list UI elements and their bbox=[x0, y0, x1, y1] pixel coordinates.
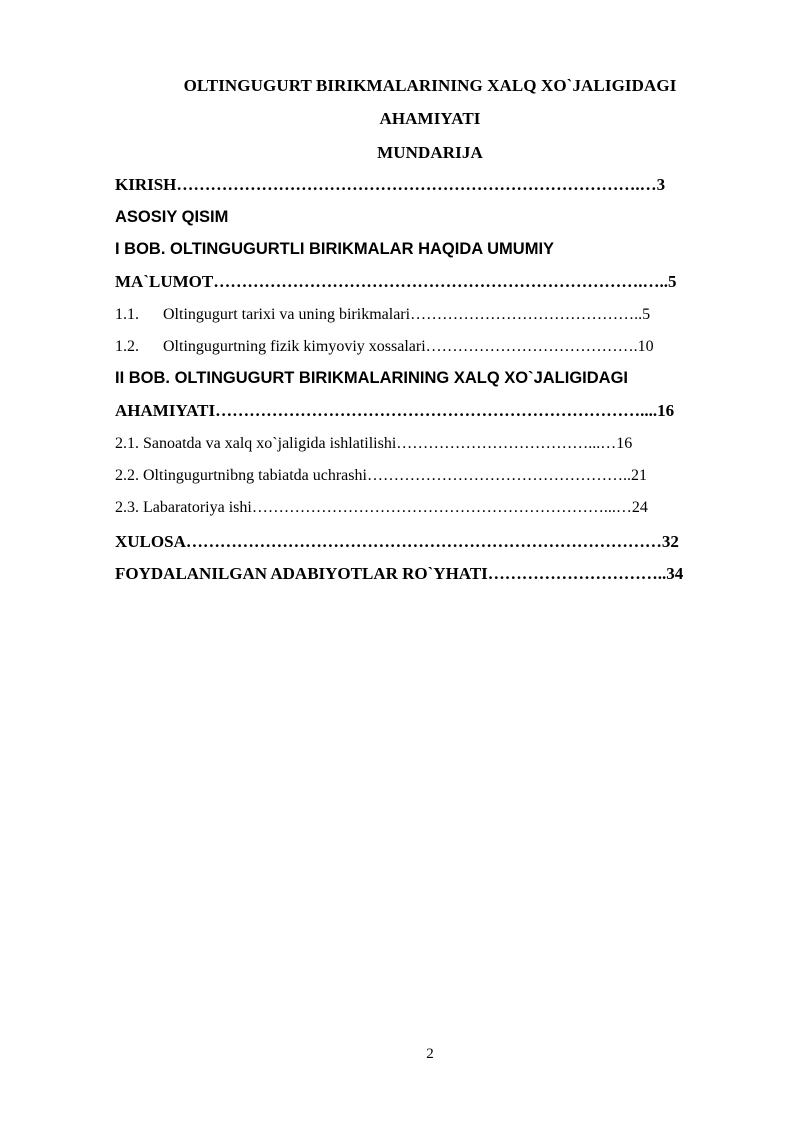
toc-item-1-1 bbox=[115, 306, 650, 324]
toc-item-text: Oltingugurtning fizik kimyoviy xossalari………………………………….10 bbox=[163, 338, 654, 355]
page-number: 2 bbox=[426, 1046, 434, 1062]
toc-item-1-2 bbox=[115, 338, 654, 356]
toc-entry-kirish: KIRISH……………………………………………………………………….…3 bbox=[115, 175, 666, 194]
toc-item-text: Oltingugurt tarixi va uning birikmalari……………………………………..5 bbox=[163, 306, 651, 323]
toc-chapter2-title: II BOB. OLTINGUGURT BIRIKMALARINING XALQ XO`JALIGIDAGI bbox=[115, 369, 629, 387]
toc-item-number: 1.2. bbox=[115, 338, 139, 355]
toc-section-asosiy-qisim: ASOSIY QISIM bbox=[115, 208, 229, 226]
toc-chapter2-title-cont: AHAMIYATI…………………………………………………………………....16 bbox=[115, 401, 675, 420]
toc-item-2-1: 2.1. Sanoatda va xalq xo`jaligida ishlatilishi………………………………...…16 bbox=[115, 435, 633, 452]
toc-chapter1-title-cont: MA`LUMOT………………………………………………………………….…..5 bbox=[115, 272, 677, 291]
toc-item-number: 1.1. bbox=[115, 306, 139, 323]
toc-chapter1-title: I BOB. OLTINGUGURTLI BIRIKMALAR HAQIDA UMUMIY bbox=[115, 240, 555, 258]
toc-item-2-2: 2.2. Oltingugurtnibng tabiatda uchrashi…………………………………………..21 bbox=[115, 467, 647, 484]
toc-entry-xulosa: XULOSA…………………………………………………………………………32 bbox=[115, 532, 679, 551]
toc-item-2-3: 2.3. Labaratoriya ishi…………………………………………………………...…24 bbox=[115, 499, 648, 516]
toc-entry-adabiyotlar: FOYDALANILGAN ADABIYOTLAR RO`YHATI…………………………..34 bbox=[115, 564, 684, 583]
document-title-line1: OLTINGUGURT BIRIKMALARINING XALQ XO`JALIGIDAGI bbox=[183, 76, 677, 95]
contents-heading: MUNDARIJA bbox=[377, 143, 483, 162]
document-title-line2: AHAMIYATI bbox=[379, 109, 481, 128]
